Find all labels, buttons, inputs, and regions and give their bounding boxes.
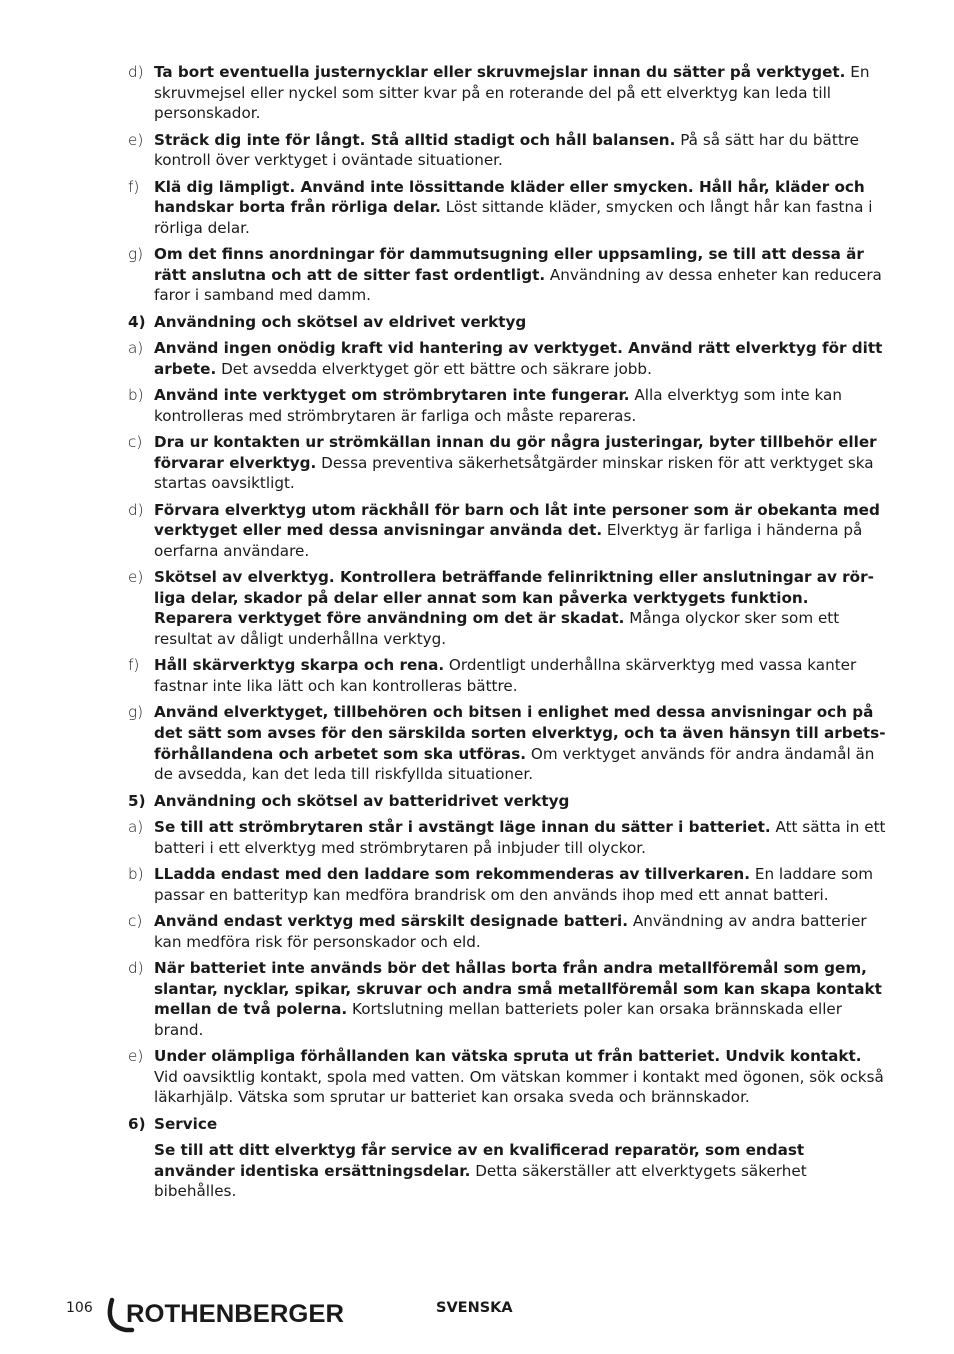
list-item xyxy=(0,500,954,562)
item-bold-text: LLadda endast med den laddare som rekommenderas av tillverkaren. xyxy=(154,864,751,883)
item-label: e) xyxy=(128,568,144,587)
item-bold-text: Förvara elverktyg utom räckhåll för barn och låt inte personer som är obekanta med verktyget eller med dessa anvisningar använda det. xyxy=(154,500,880,540)
item-plain-text: Att sätta in ett batteri i ett elverktyg med strömbrytaren på inbjuder till olyckor. xyxy=(154,817,886,857)
item-text xyxy=(154,864,888,905)
brand-logo-mark xyxy=(106,1296,348,1336)
item-label: g) xyxy=(128,703,144,722)
section-heading xyxy=(0,312,954,333)
item-plain-text: Användning av andra batterier kan medföra risk för personskador och eld. xyxy=(154,911,867,951)
brand-logo xyxy=(106,1296,348,1340)
item-label: 4) xyxy=(128,312,146,331)
item-bold-text: Ta bort eventuella justernycklar eller skruvmejslar innan du sätter på verktyget. xyxy=(154,63,846,81)
item-bold-text: Använd endast verktyg med särskilt designade batteri. xyxy=(154,911,628,930)
list-item xyxy=(0,958,954,1040)
item-text xyxy=(154,1114,888,1135)
item-plain-text: På så sätt har du bättre kontroll över verktyget i oväntade situationer. xyxy=(154,130,860,170)
item-label: d) xyxy=(128,500,144,519)
item-plain-text: Dessa preventiva säkerhetsåtgärder minskar risken för att verktyget ska startas oavsiktligt. xyxy=(154,453,874,493)
item-plain-text: Elverktyg är farliga i händerna på oerfarna användare. xyxy=(154,521,863,560)
list-item xyxy=(0,567,954,649)
item-label: f) xyxy=(128,177,140,196)
item-label: 6) xyxy=(128,1114,146,1133)
item-label: e) xyxy=(128,130,144,149)
item-bold-text: Service xyxy=(154,1114,218,1133)
page-number: 106 xyxy=(66,1300,93,1316)
item-text xyxy=(154,702,888,784)
item-bold-text: Användning och skötsel av batteridrivet verktyg xyxy=(154,791,570,810)
item-bold-text: Sträck dig inte för långt. Stå alltid stadigt och håll balansen. xyxy=(154,130,676,149)
item-text xyxy=(154,338,888,379)
item-bold-text: Om det finns anordningar för dammutsugning eller uppsamling, se till att dessa är rätt anslutna och att de sitter fast ordentligt. xyxy=(154,245,864,284)
document-body xyxy=(0,62,954,1208)
item-plain-text: Detta säkerställer att elverktygets säkerhet bibehålles. xyxy=(154,1161,807,1201)
item-bold-text: Använd elverktyget, tillbehören och bitsen i enlighet med dessa anvisningar och på det sätt som avses för den särskilda sorten elverktyg, och ta även hänsyn till arbets-förhållandena och arbetet som ska utföras. xyxy=(154,703,886,763)
item-text xyxy=(154,385,888,426)
list-item xyxy=(0,1140,954,1202)
list-item xyxy=(0,244,954,306)
item-label: b) xyxy=(128,864,144,883)
list-item xyxy=(0,338,954,379)
list-item xyxy=(0,655,954,696)
item-text xyxy=(154,567,888,649)
list-item xyxy=(0,864,954,905)
item-label: f) xyxy=(128,656,140,675)
item-label: a) xyxy=(128,817,144,836)
item-text xyxy=(154,655,888,696)
item-bold-text: Se till att strömbrytaren står i avstängt läge innan du sätter i batteriet. xyxy=(154,817,771,836)
list-item xyxy=(0,130,954,171)
section-heading xyxy=(0,791,954,812)
item-label: b) xyxy=(128,386,144,405)
section-heading xyxy=(0,1114,954,1135)
item-bold-text: Skötsel av elverktyg. Kontrollera beträffande felinriktning eller anslutningar av rör-liga delar, skador på delar eller annat som kan påverka verktygets funktion. Reparera verktyget före användning om det är skadat. xyxy=(154,568,874,628)
language-label: SVENSKA xyxy=(436,1300,513,1316)
item-text xyxy=(154,791,888,812)
item-text xyxy=(154,130,888,171)
item-label: a) xyxy=(128,339,144,358)
brand-logo-text: ROTHENBERGER xyxy=(126,1300,344,1328)
list-item xyxy=(0,702,954,784)
item-plain-text: En skruvmejsel eller nyckel som sitter kvar på en roterande del på ett elverktyg kan leda till personskador. xyxy=(154,63,870,123)
item-plain-text: Användning av dessa enheter kan reducera faror i samband med damm. xyxy=(154,265,882,305)
item-text xyxy=(154,432,888,494)
item-bold-text: Dra ur kontakten ur strömkällan innan du gör några justeringar, byter tillbehör eller förvarar elverktyg. xyxy=(154,433,877,472)
item-plain-text: Det avsedda elverktyget gör ett bättre och säkrare jobb. xyxy=(216,359,652,378)
list-item xyxy=(0,1046,954,1108)
item-plain-text: Vid oavsiktlig kontakt, spola med vatten. Om vätskan kommer i kontakt med ögonen, sök också läkarhjälp. Vätska som sprutar ur batteriet kan orsaka sveda och brännskador. xyxy=(154,1067,884,1107)
item-bold-text: Använd inte verktyget om strömbrytaren inte fungerar. xyxy=(154,386,630,405)
item-label: 5) xyxy=(128,791,146,810)
item-text xyxy=(154,911,888,952)
item-text xyxy=(154,958,888,1040)
item-text xyxy=(154,1140,888,1202)
item-label: c) xyxy=(128,433,143,452)
item-plain-text: En laddare som passar en batterityp kan medföra brandrisk om den används ihop med ett annat batteri. xyxy=(154,864,874,904)
item-label: d) xyxy=(128,958,144,977)
item-label: c) xyxy=(128,911,143,930)
item-label: e) xyxy=(128,1047,144,1066)
list-item xyxy=(0,62,954,124)
item-bold-text: Se till att ditt elverktyg får service av en kvalificerad reparatör, som endast använder identiska ersättningsdelar. xyxy=(154,1141,805,1180)
item-bold-text: Klä dig lämpligt. Använd inte lössittande kläder eller smycken. Håll hår, kläder och handskar borta från rörliga delar. xyxy=(154,177,865,217)
list-item xyxy=(0,817,954,858)
item-text xyxy=(154,62,888,124)
item-plain-text: Alla elverktyg som inte kan kontrolleras med strömbrytaren är farliga och måste repareras. xyxy=(154,386,842,425)
item-plain-text: Löst sittande kläder, smycken och långt hår kan fastna i rörliga delar. xyxy=(154,198,873,237)
item-text xyxy=(154,244,888,306)
item-plain-text: Om verktyget används för andra ändamål än de avsedda, kan det leda till riskfyllda situationer. xyxy=(154,744,875,784)
list-item xyxy=(0,432,954,494)
item-bold-text: Under olämpliga förhållanden kan vätska spruta ut från batteriet. Undvik kontakt. xyxy=(154,1047,862,1066)
item-text xyxy=(154,500,888,562)
list-item xyxy=(0,911,954,952)
item-text xyxy=(154,312,888,333)
item-bold-text: Användning och skötsel av eldrivet verktyg xyxy=(154,312,527,331)
item-bold-text: Använd ingen onödig kraft vid hantering av verktyget. Använd rätt elverktyg för ditt arbete. xyxy=(154,339,883,378)
item-bold-text: När batteriet inte används bör det hållas borta från andra metallföremål som gem, slantar, nycklar, spikar, skruvar och andra små metallföremål som kan skapa kontakt mellan de två polerna. xyxy=(154,958,882,1019)
item-plain-text: Många olyckor sker som ett resultat av dåligt underhållna verktyg. xyxy=(154,609,840,649)
item-text xyxy=(154,177,888,239)
item-label: d) xyxy=(128,63,144,81)
item-label: g) xyxy=(128,245,144,264)
item-bold-text: Håll skärverktyg skarpa och rena. xyxy=(154,656,445,675)
list-item xyxy=(0,385,954,426)
item-plain-text: Ordentligt underhållna skärverktyg med vassa kanter fastnar inte lika lätt och kan kontrolleras bättre. xyxy=(154,656,857,695)
list-item xyxy=(0,177,954,239)
item-text xyxy=(154,817,888,858)
item-text xyxy=(154,1046,888,1108)
item-plain-text: Kortslutning mellan batteriets poler kan orsaka brännskada eller brand. xyxy=(154,1000,843,1039)
